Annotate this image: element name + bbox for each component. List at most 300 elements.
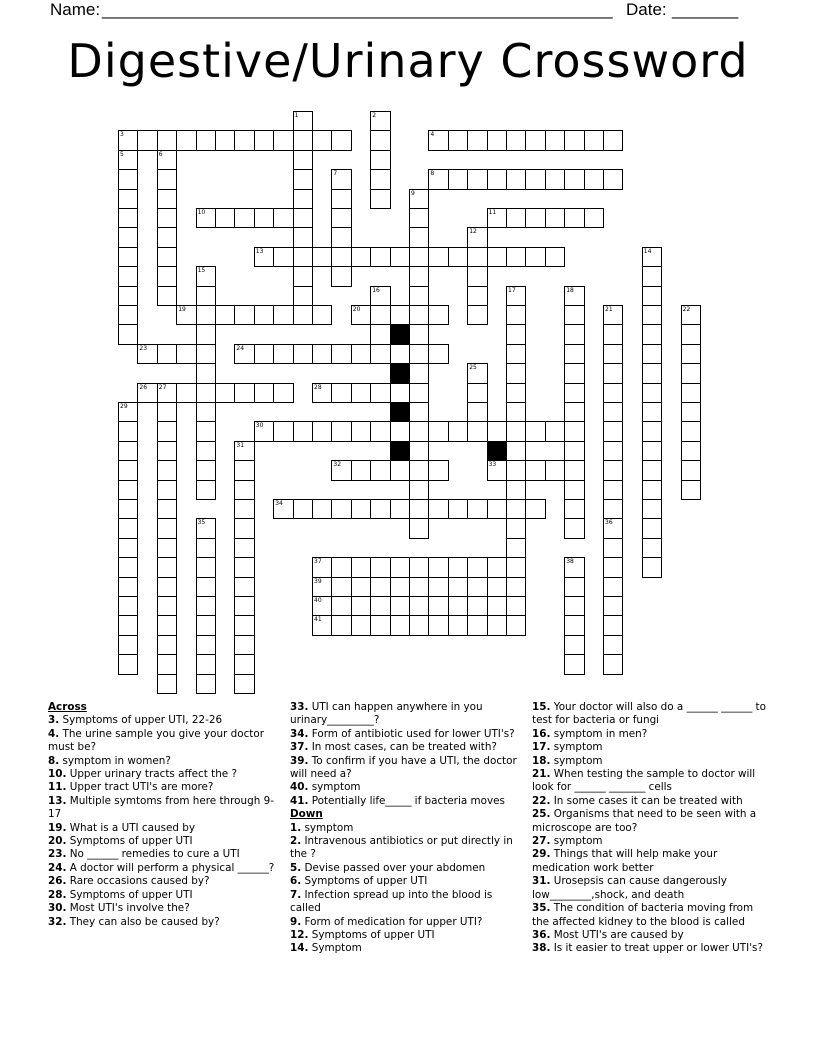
grid-cell[interactable] bbox=[157, 247, 177, 267]
grid-cell[interactable] bbox=[234, 557, 254, 577]
grid-cell[interactable] bbox=[118, 538, 138, 558]
grid-cell[interactable] bbox=[467, 266, 487, 286]
grid-cell[interactable] bbox=[642, 421, 662, 441]
grid-cell[interactable] bbox=[293, 150, 313, 170]
grid-cell[interactable] bbox=[506, 383, 526, 403]
grid-cell[interactable] bbox=[409, 421, 429, 441]
grid-cell[interactable] bbox=[428, 344, 448, 364]
grid-cell[interactable] bbox=[428, 247, 448, 267]
grid-cell[interactable] bbox=[409, 557, 429, 577]
grid-cell[interactable] bbox=[409, 441, 429, 461]
grid-cell[interactable] bbox=[157, 480, 177, 500]
grid-cell[interactable] bbox=[603, 538, 623, 558]
grid-cell[interactable] bbox=[196, 344, 216, 364]
grid-cell[interactable] bbox=[409, 460, 429, 480]
grid-cell[interactable] bbox=[564, 499, 584, 519]
grid-cell[interactable] bbox=[642, 518, 662, 538]
grid-cell[interactable] bbox=[642, 557, 662, 577]
grid-cell[interactable] bbox=[234, 383, 254, 403]
grid-cell[interactable] bbox=[351, 615, 371, 635]
grid-cell[interactable] bbox=[467, 130, 487, 150]
grid-cell[interactable] bbox=[370, 596, 390, 616]
grid-cell[interactable] bbox=[293, 421, 313, 441]
grid-cell[interactable] bbox=[506, 363, 526, 383]
grid-cell[interactable] bbox=[448, 169, 468, 189]
grid-cell[interactable] bbox=[584, 169, 604, 189]
grid-cell[interactable] bbox=[390, 577, 410, 597]
grid-cell[interactable] bbox=[603, 557, 623, 577]
grid-cell[interactable] bbox=[409, 402, 429, 422]
grid-cell[interactable] bbox=[564, 130, 584, 150]
grid-cell[interactable] bbox=[506, 460, 526, 480]
grid-cell[interactable] bbox=[196, 480, 216, 500]
grid-cell[interactable] bbox=[506, 615, 526, 635]
grid-cell[interactable] bbox=[448, 577, 468, 597]
grid-cell[interactable] bbox=[603, 577, 623, 597]
grid-cell[interactable] bbox=[370, 130, 390, 150]
grid-cell[interactable] bbox=[545, 460, 565, 480]
grid-cell[interactable] bbox=[157, 615, 177, 635]
grid-cell[interactable] bbox=[409, 363, 429, 383]
grid-cell[interactable] bbox=[409, 577, 429, 597]
grid-cell[interactable] bbox=[390, 557, 410, 577]
grid-cell[interactable] bbox=[234, 615, 254, 635]
grid-cell[interactable] bbox=[506, 247, 526, 267]
grid-cell[interactable] bbox=[409, 344, 429, 364]
grid-cell[interactable] bbox=[273, 305, 293, 325]
grid-cell[interactable] bbox=[196, 402, 216, 422]
grid-cell[interactable] bbox=[525, 130, 545, 150]
grid-cell[interactable] bbox=[545, 130, 565, 150]
grid-cell[interactable] bbox=[448, 557, 468, 577]
grid-cell[interactable] bbox=[603, 402, 623, 422]
grid-cell[interactable] bbox=[564, 363, 584, 383]
grid-cell[interactable] bbox=[603, 441, 623, 461]
grid-cell[interactable] bbox=[603, 635, 623, 655]
grid-cell[interactable] bbox=[409, 383, 429, 403]
grid-cell[interactable] bbox=[370, 324, 390, 344]
grid-cell[interactable] bbox=[487, 247, 507, 267]
grid-cell[interactable] bbox=[157, 518, 177, 538]
grid-cell[interactable] bbox=[273, 247, 293, 267]
grid-cell[interactable] bbox=[409, 286, 429, 306]
grid-cell[interactable] bbox=[370, 499, 390, 519]
grid-cell[interactable] bbox=[681, 344, 701, 364]
grid-cell[interactable] bbox=[545, 208, 565, 228]
grid-cell[interactable] bbox=[506, 208, 526, 228]
grid-cell[interactable] bbox=[157, 674, 177, 694]
grid-cell[interactable] bbox=[564, 402, 584, 422]
grid-cell[interactable] bbox=[603, 130, 623, 150]
grid-cell[interactable] bbox=[390, 305, 410, 325]
grid-cell[interactable] bbox=[487, 130, 507, 150]
grid-cell[interactable] bbox=[525, 247, 545, 267]
grid-cell[interactable] bbox=[312, 130, 332, 150]
grid-cell[interactable] bbox=[351, 460, 371, 480]
date-line[interactable]: _______ bbox=[672, 0, 739, 19]
grid-cell[interactable] bbox=[467, 169, 487, 189]
grid-cell[interactable] bbox=[506, 169, 526, 189]
grid-cell[interactable] bbox=[176, 383, 196, 403]
grid-cell[interactable] bbox=[603, 363, 623, 383]
grid-cell[interactable] bbox=[118, 421, 138, 441]
grid-cell[interactable] bbox=[603, 654, 623, 674]
grid-cell[interactable] bbox=[409, 480, 429, 500]
grid-cell[interactable] bbox=[487, 577, 507, 597]
grid-cell[interactable] bbox=[603, 460, 623, 480]
grid-cell[interactable] bbox=[157, 557, 177, 577]
grid-cell[interactable] bbox=[157, 577, 177, 597]
grid-cell[interactable] bbox=[176, 344, 196, 364]
grid-cell[interactable] bbox=[157, 499, 177, 519]
grid-cell[interactable] bbox=[603, 383, 623, 403]
grid-cell[interactable] bbox=[564, 635, 584, 655]
grid-cell[interactable] bbox=[564, 344, 584, 364]
grid-cell[interactable] bbox=[157, 654, 177, 674]
grid-cell[interactable] bbox=[642, 305, 662, 325]
grid-cell[interactable] bbox=[370, 421, 390, 441]
grid-cell[interactable] bbox=[467, 557, 487, 577]
grid-cell[interactable] bbox=[603, 169, 623, 189]
grid-cell[interactable] bbox=[196, 363, 216, 383]
grid-cell[interactable] bbox=[157, 208, 177, 228]
grid-cell[interactable] bbox=[642, 266, 662, 286]
grid-cell[interactable] bbox=[409, 499, 429, 519]
grid-cell[interactable] bbox=[525, 208, 545, 228]
grid-cell[interactable] bbox=[603, 421, 623, 441]
grid-cell[interactable] bbox=[584, 208, 604, 228]
grid-cell[interactable] bbox=[196, 383, 216, 403]
grid-cell[interactable] bbox=[118, 480, 138, 500]
grid-cell[interactable] bbox=[467, 402, 487, 422]
grid-cell[interactable] bbox=[545, 421, 565, 441]
grid-cell[interactable] bbox=[390, 421, 410, 441]
grid-cell[interactable] bbox=[448, 247, 468, 267]
grid-cell[interactable] bbox=[293, 130, 313, 150]
grid-cell[interactable] bbox=[467, 596, 487, 616]
grid-cell[interactable] bbox=[293, 286, 313, 306]
grid-cell[interactable] bbox=[506, 441, 526, 461]
grid-cell[interactable] bbox=[564, 480, 584, 500]
grid-cell[interactable] bbox=[467, 286, 487, 306]
grid-cell[interactable] bbox=[467, 305, 487, 325]
grid-cell[interactable] bbox=[331, 421, 351, 441]
grid-cell[interactable] bbox=[409, 615, 429, 635]
grid-cell[interactable] bbox=[525, 169, 545, 189]
grid-cell[interactable] bbox=[157, 538, 177, 558]
grid-cell[interactable] bbox=[234, 130, 254, 150]
grid-cell[interactable] bbox=[196, 596, 216, 616]
grid-cell[interactable] bbox=[331, 247, 351, 267]
grid-cell[interactable] bbox=[428, 577, 448, 597]
grid-cell[interactable] bbox=[603, 480, 623, 500]
grid-cell[interactable] bbox=[681, 421, 701, 441]
grid-cell[interactable] bbox=[234, 305, 254, 325]
grid-cell[interactable] bbox=[273, 383, 293, 403]
grid-cell[interactable] bbox=[506, 518, 526, 538]
grid-cell[interactable] bbox=[564, 460, 584, 480]
grid-cell[interactable] bbox=[487, 169, 507, 189]
grid-cell[interactable] bbox=[642, 286, 662, 306]
grid-cell[interactable] bbox=[196, 538, 216, 558]
grid-cell[interactable] bbox=[370, 557, 390, 577]
grid-cell[interactable] bbox=[506, 480, 526, 500]
grid-cell[interactable] bbox=[506, 499, 526, 519]
grid-cell[interactable] bbox=[467, 421, 487, 441]
grid-cell[interactable] bbox=[157, 130, 177, 150]
grid-cell[interactable] bbox=[118, 266, 138, 286]
grid-cell[interactable] bbox=[234, 654, 254, 674]
grid-cell[interactable] bbox=[409, 324, 429, 344]
grid-cell[interactable] bbox=[506, 577, 526, 597]
grid-cell[interactable] bbox=[390, 247, 410, 267]
grid-cell[interactable] bbox=[370, 383, 390, 403]
grid-cell[interactable] bbox=[467, 577, 487, 597]
grid-cell[interactable] bbox=[681, 460, 701, 480]
grid-cell[interactable] bbox=[525, 499, 545, 519]
grid-cell[interactable] bbox=[331, 383, 351, 403]
grid-cell[interactable] bbox=[196, 441, 216, 461]
grid-cell[interactable] bbox=[564, 421, 584, 441]
grid-cell[interactable] bbox=[642, 499, 662, 519]
grid-cell[interactable] bbox=[118, 518, 138, 538]
grid-cell[interactable] bbox=[448, 596, 468, 616]
grid-cell[interactable] bbox=[370, 150, 390, 170]
grid-cell[interactable] bbox=[564, 383, 584, 403]
grid-cell[interactable] bbox=[351, 344, 371, 364]
grid-cell[interactable] bbox=[331, 344, 351, 364]
grid-cell[interactable] bbox=[293, 266, 313, 286]
grid-cell[interactable] bbox=[564, 208, 584, 228]
grid-cell[interactable] bbox=[157, 286, 177, 306]
grid-cell[interactable] bbox=[196, 130, 216, 150]
grid-cell[interactable] bbox=[564, 596, 584, 616]
grid-cell[interactable] bbox=[273, 130, 293, 150]
grid-cell[interactable] bbox=[428, 421, 448, 441]
grid-cell[interactable] bbox=[448, 499, 468, 519]
grid-cell[interactable] bbox=[351, 383, 371, 403]
grid-cell[interactable] bbox=[370, 189, 390, 209]
grid-cell[interactable] bbox=[157, 596, 177, 616]
grid-cell[interactable] bbox=[312, 305, 332, 325]
grid-cell[interactable] bbox=[157, 635, 177, 655]
grid-cell[interactable] bbox=[196, 615, 216, 635]
grid-cell[interactable] bbox=[118, 635, 138, 655]
grid-cell[interactable] bbox=[506, 344, 526, 364]
grid-cell[interactable] bbox=[234, 480, 254, 500]
grid-cell[interactable] bbox=[525, 460, 545, 480]
grid-cell[interactable] bbox=[545, 247, 565, 267]
grid-cell[interactable] bbox=[118, 227, 138, 247]
grid-cell[interactable] bbox=[409, 596, 429, 616]
grid-cell[interactable] bbox=[370, 344, 390, 364]
grid-cell[interactable] bbox=[506, 557, 526, 577]
grid-cell[interactable] bbox=[137, 130, 157, 150]
grid-cell[interactable] bbox=[681, 324, 701, 344]
grid-cell[interactable] bbox=[409, 208, 429, 228]
grid-cell[interactable] bbox=[254, 305, 274, 325]
grid-cell[interactable] bbox=[390, 460, 410, 480]
grid-cell[interactable] bbox=[273, 208, 293, 228]
grid-cell[interactable] bbox=[118, 441, 138, 461]
grid-cell[interactable] bbox=[157, 227, 177, 247]
grid-cell[interactable] bbox=[370, 577, 390, 597]
grid-cell[interactable] bbox=[603, 324, 623, 344]
grid-cell[interactable] bbox=[234, 538, 254, 558]
grid-cell[interactable] bbox=[564, 305, 584, 325]
grid-cell[interactable] bbox=[681, 383, 701, 403]
grid-cell[interactable] bbox=[157, 266, 177, 286]
grid-cell[interactable] bbox=[312, 499, 332, 519]
grid-cell[interactable] bbox=[293, 247, 313, 267]
grid-cell[interactable] bbox=[215, 305, 235, 325]
grid-cell[interactable] bbox=[254, 383, 274, 403]
grid-cell[interactable] bbox=[215, 383, 235, 403]
grid-cell[interactable] bbox=[487, 421, 507, 441]
grid-cell[interactable] bbox=[390, 615, 410, 635]
grid-cell[interactable] bbox=[603, 344, 623, 364]
grid-cell[interactable] bbox=[157, 421, 177, 441]
grid-cell[interactable] bbox=[118, 286, 138, 306]
grid-cell[interactable] bbox=[234, 577, 254, 597]
grid-cell[interactable] bbox=[118, 324, 138, 344]
grid-cell[interactable] bbox=[409, 247, 429, 267]
grid-cell[interactable] bbox=[467, 615, 487, 635]
grid-cell[interactable] bbox=[390, 344, 410, 364]
grid-cell[interactable] bbox=[428, 499, 448, 519]
grid-cell[interactable] bbox=[293, 189, 313, 209]
grid-cell[interactable] bbox=[118, 499, 138, 519]
grid-cell[interactable] bbox=[564, 654, 584, 674]
grid-cell[interactable] bbox=[448, 615, 468, 635]
grid-cell[interactable] bbox=[118, 169, 138, 189]
grid-cell[interactable] bbox=[215, 130, 235, 150]
grid-cell[interactable] bbox=[157, 189, 177, 209]
grid-cell[interactable] bbox=[176, 130, 196, 150]
grid-cell[interactable] bbox=[196, 305, 216, 325]
grid-cell[interactable] bbox=[351, 421, 371, 441]
grid-cell[interactable] bbox=[681, 480, 701, 500]
grid-cell[interactable] bbox=[331, 189, 351, 209]
grid-cell[interactable] bbox=[293, 227, 313, 247]
grid-cell[interactable] bbox=[603, 499, 623, 519]
grid-cell[interactable] bbox=[681, 402, 701, 422]
grid-cell[interactable] bbox=[506, 538, 526, 558]
grid-cell[interactable] bbox=[642, 344, 662, 364]
grid-cell[interactable] bbox=[331, 130, 351, 150]
grid-cell[interactable] bbox=[351, 577, 371, 597]
grid-cell[interactable] bbox=[254, 130, 274, 150]
grid-cell[interactable] bbox=[467, 247, 487, 267]
grid-cell[interactable] bbox=[312, 247, 332, 267]
grid-cell[interactable] bbox=[448, 130, 468, 150]
grid-cell[interactable] bbox=[409, 266, 429, 286]
grid-cell[interactable] bbox=[642, 441, 662, 461]
grid-cell[interactable] bbox=[467, 383, 487, 403]
grid-cell[interactable] bbox=[196, 674, 216, 694]
grid-cell[interactable] bbox=[312, 421, 332, 441]
grid-cell[interactable] bbox=[564, 169, 584, 189]
grid-cell[interactable] bbox=[584, 130, 604, 150]
grid-cell[interactable] bbox=[312, 344, 332, 364]
grid-cell[interactable] bbox=[506, 305, 526, 325]
grid-cell[interactable] bbox=[234, 460, 254, 480]
grid-cell[interactable] bbox=[234, 518, 254, 538]
grid-cell[interactable] bbox=[525, 421, 545, 441]
grid-cell[interactable] bbox=[351, 557, 371, 577]
grid-cell[interactable] bbox=[506, 421, 526, 441]
grid-cell[interactable] bbox=[118, 615, 138, 635]
grid-cell[interactable] bbox=[196, 635, 216, 655]
grid-cell[interactable] bbox=[157, 460, 177, 480]
grid-cell[interactable] bbox=[118, 305, 138, 325]
grid-cell[interactable] bbox=[370, 460, 390, 480]
grid-cell[interactable] bbox=[331, 577, 351, 597]
grid-cell[interactable] bbox=[642, 538, 662, 558]
grid-cell[interactable] bbox=[157, 402, 177, 422]
grid-cell[interactable] bbox=[409, 227, 429, 247]
grid-cell[interactable] bbox=[331, 266, 351, 286]
grid-cell[interactable] bbox=[506, 130, 526, 150]
grid-cell[interactable] bbox=[196, 557, 216, 577]
grid-cell[interactable] bbox=[254, 344, 274, 364]
grid-cell[interactable] bbox=[564, 615, 584, 635]
grid-cell[interactable] bbox=[118, 654, 138, 674]
grid-cell[interactable] bbox=[564, 324, 584, 344]
grid-cell[interactable] bbox=[118, 557, 138, 577]
grid-cell[interactable] bbox=[118, 596, 138, 616]
grid-cell[interactable] bbox=[428, 305, 448, 325]
grid-cell[interactable] bbox=[293, 344, 313, 364]
grid-cell[interactable] bbox=[157, 169, 177, 189]
grid-cell[interactable] bbox=[487, 596, 507, 616]
grid-cell[interactable] bbox=[370, 615, 390, 635]
grid-cell[interactable] bbox=[681, 441, 701, 461]
grid-cell[interactable] bbox=[642, 402, 662, 422]
grid-cell[interactable] bbox=[118, 189, 138, 209]
grid-cell[interactable] bbox=[254, 208, 274, 228]
grid-cell[interactable] bbox=[293, 305, 313, 325]
grid-cell[interactable] bbox=[118, 577, 138, 597]
grid-cell[interactable] bbox=[428, 460, 448, 480]
grid-cell[interactable] bbox=[273, 344, 293, 364]
grid-cell[interactable] bbox=[331, 557, 351, 577]
grid-cell[interactable] bbox=[487, 557, 507, 577]
grid-cell[interactable] bbox=[390, 596, 410, 616]
grid-cell[interactable] bbox=[293, 499, 313, 519]
grid-cell[interactable] bbox=[215, 208, 235, 228]
grid-cell[interactable] bbox=[428, 596, 448, 616]
grid-cell[interactable] bbox=[370, 305, 390, 325]
grid-cell[interactable] bbox=[603, 596, 623, 616]
grid-cell[interactable] bbox=[506, 596, 526, 616]
grid-cell[interactable] bbox=[196, 324, 216, 344]
grid-cell[interactable] bbox=[564, 518, 584, 538]
grid-cell[interactable] bbox=[331, 596, 351, 616]
grid-cell[interactable] bbox=[196, 654, 216, 674]
grid-cell[interactable] bbox=[545, 169, 565, 189]
grid-cell[interactable] bbox=[642, 324, 662, 344]
grid-cell[interactable] bbox=[118, 208, 138, 228]
grid-cell[interactable] bbox=[428, 615, 448, 635]
grid-cell[interactable] bbox=[642, 460, 662, 480]
grid-cell[interactable] bbox=[273, 421, 293, 441]
grid-cell[interactable] bbox=[428, 557, 448, 577]
grid-cell[interactable] bbox=[467, 499, 487, 519]
grid-cell[interactable] bbox=[196, 421, 216, 441]
grid-cell[interactable] bbox=[118, 247, 138, 267]
grid-cell[interactable] bbox=[564, 577, 584, 597]
